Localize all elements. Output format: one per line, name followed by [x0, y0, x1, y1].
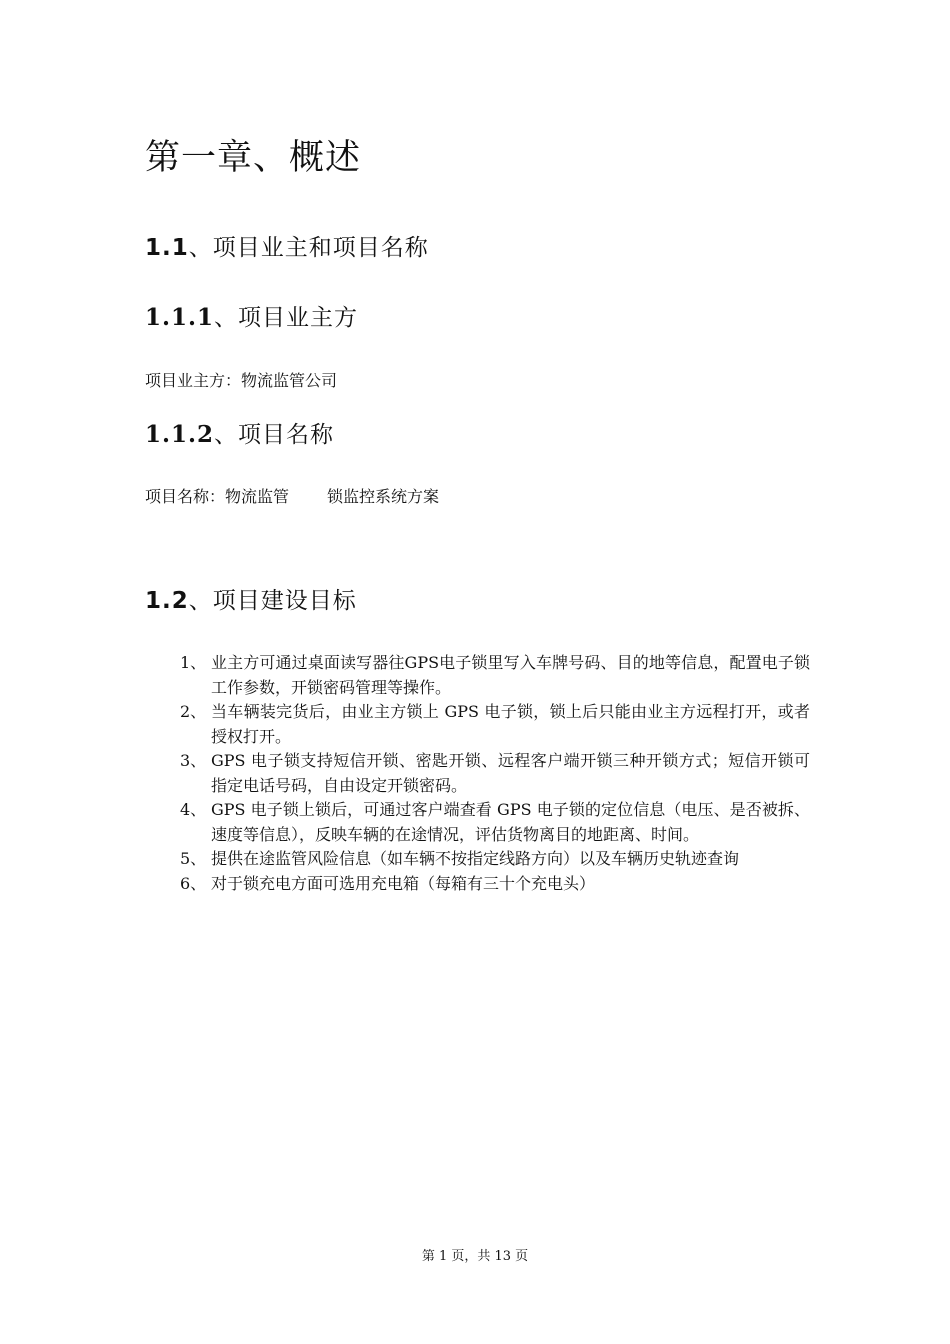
- section-title: 、项目业主和项目名称: [188, 235, 429, 261]
- list-text: 业主方可通过桌面读写器往GPS电子锁里写入车牌号码、目的地等信息，配置电子锁工作参数，开锁密码管理等操作。: [211, 653, 810, 697]
- section-heading-1-1: [145, 232, 429, 264]
- list-text: GPS 电子锁支持短信开锁、密匙开锁、远程客户端开锁三种开锁方式；短信开锁可指定电话号码，自由设定开锁密码。: [211, 751, 810, 795]
- owner-paragraph: 项目业主方：物流监管公司: [145, 371, 338, 390]
- section-number: 1.1: [145, 235, 189, 261]
- list-item: [180, 651, 810, 700]
- list-text: GPS 电子锁上锁后，可通过客户端查看 GPS 电子锁的定位信息（电压、是否被拆、速度等信息），反映车辆的在途情况，评估货物离目的地距离、时间。: [211, 800, 810, 844]
- section-title: 、项目业主方: [214, 305, 359, 331]
- page-footer: 第 1 页，共 13 页: [421, 1249, 529, 1264]
- list-item: [180, 798, 810, 847]
- project-name-part2: 锁监控系统方案: [327, 487, 440, 506]
- section-number: 1.2: [145, 588, 189, 614]
- list-index: 3、: [180, 751, 207, 770]
- list-item: [180, 700, 810, 749]
- section-title: 、项目名称: [214, 422, 335, 448]
- list-item: [180, 872, 810, 897]
- list-index: 6、: [180, 873, 207, 893]
- section-heading-1-2: [145, 585, 357, 617]
- list-item: [180, 749, 810, 798]
- section-title: 、项目建设目标: [188, 588, 357, 614]
- list-text: 当车辆装完货后，由业主方锁上 GPS 电子锁，锁上后只能由业主方远程打开，或者授权打开。: [211, 702, 810, 746]
- list-text: 提供在途监管风险信息（如车辆不按指定线路方向）以及车辆历史轨迹查询: [211, 849, 740, 868]
- project-name-paragraph: [145, 485, 439, 509]
- list-item: [180, 847, 810, 872]
- project-name-part1: 项目名称：物流监管: [145, 487, 290, 506]
- section-heading-1-1-2: [145, 419, 334, 451]
- section-number: 1.1.1: [145, 304, 215, 331]
- section-heading-1-1-1: [145, 302, 358, 334]
- section-number: 1.1.2: [145, 421, 215, 448]
- list-index: 1、: [180, 653, 207, 672]
- chapter-title: 第一章、概述: [145, 138, 362, 178]
- list-index: 4、: [180, 800, 207, 819]
- list-index: 5、: [180, 849, 207, 868]
- goals-list: [180, 651, 810, 896]
- list-text: 对于锁充电方面可选用充电箱（每箱有三十个充电头）: [211, 873, 596, 893]
- list-index: 2、: [180, 702, 207, 721]
